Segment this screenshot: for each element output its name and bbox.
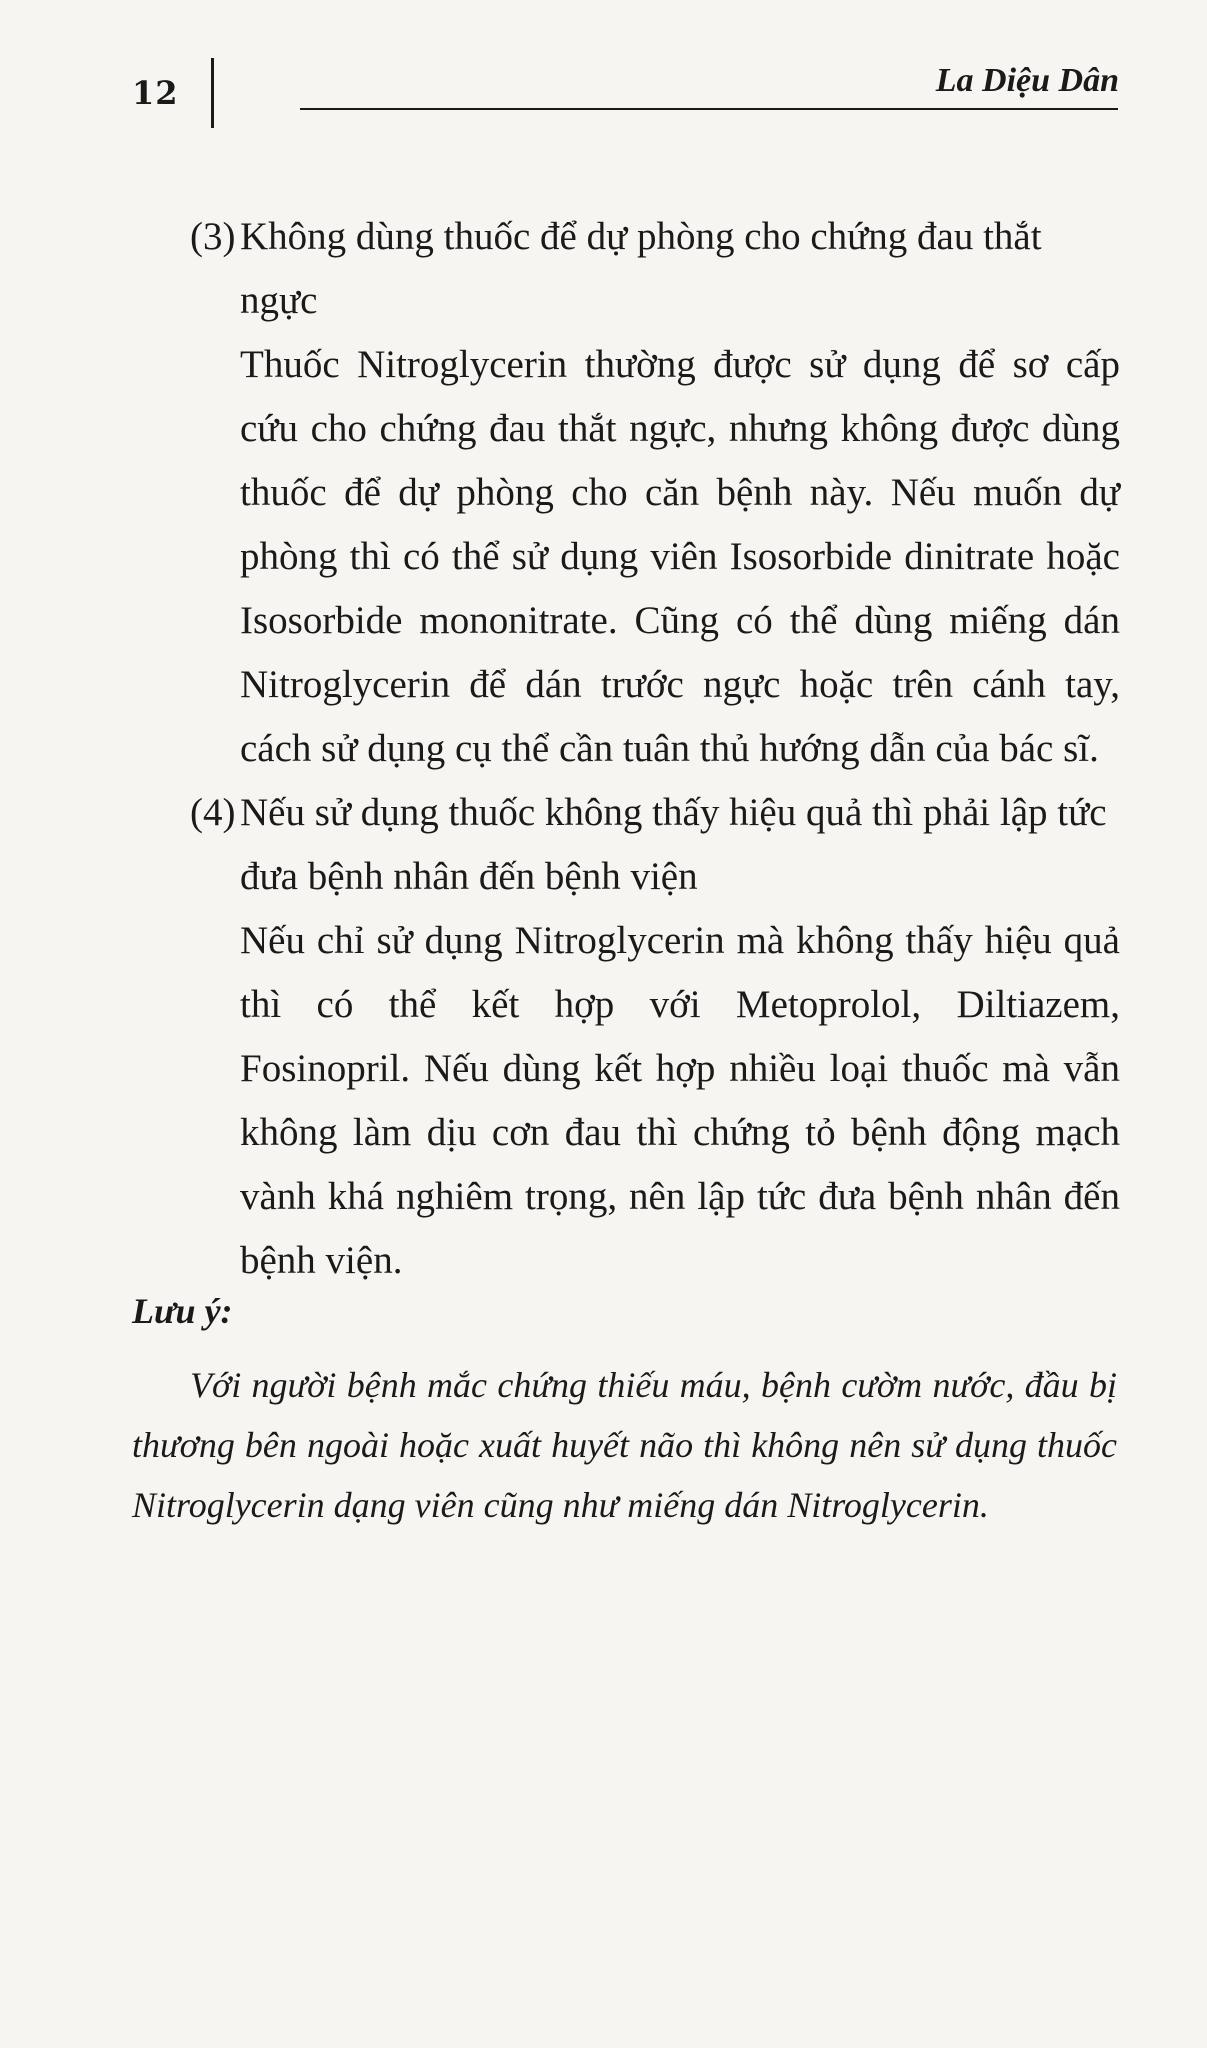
main-content [190, 205, 1120, 1293]
numbered-item [190, 781, 1120, 1293]
header-rule [300, 108, 1118, 110]
running-header-author: La Diệu Dân [935, 62, 1119, 99]
item-body: Thuốc Nitroglycerin thường được sử dụng để sơ cấp cứu cho chứng đau thắt ngực, nhưng không được dùng thuốc để dự phòng cho căn bệnh này. Nếu muốn dự phòng thì có thể sử dụng viên Isosorbide dinitrate hoặc Isosorbide mononitrate. Cũng có thể dùng miếng dán Nitroglycerin để dán trước ngực hoặc trên cánh tay, cách sử dụng cụ thể cần tuân thủ hướng dẫn của bác sĩ. [240, 343, 1120, 770]
note-label: Lưu ý: [132, 1291, 233, 1331]
item-body: Nếu chỉ sử dụng Nitroglycerin mà không thấy hiệu quả thì có thể kết hợp với Metoprolol, Diltiazem, Fosinopril. Nếu dùng kết hợp nhiều loại thuốc mà vẫn không làm dịu cơn đau thì chứng tỏ bệnh động mạch vành khá nghiêm trọng, nên lập tức đưa bệnh nhân đến bệnh viện. [240, 919, 1120, 1282]
item-number: (4) [190, 791, 236, 834]
numbered-item [190, 205, 1120, 781]
item-heading-text: Không dùng thuốc để dự phòng cho chứng đau thắt ngực [240, 215, 1042, 322]
page-number: 12 [132, 74, 179, 112]
item-number: (3) [190, 215, 236, 258]
header-vertical-divider [211, 58, 214, 128]
item-heading [190, 781, 1120, 909]
item-heading-text: Nếu sử dụng thuốc không thấy hiệu quả thì phải lập tức đưa bệnh nhân đến bệnh viện [240, 791, 1107, 898]
note-text: Với người bệnh mắc chứng thiếu máu, bệnh cườm nước, đầu bị thương bên ngoài hoặc xuất huyết não thì không nên sử dụng thuốc Nitroglycerin dạng viên cũng như miếng dán Nitroglycerin. [132, 1365, 1117, 1525]
item-heading [190, 205, 1120, 333]
